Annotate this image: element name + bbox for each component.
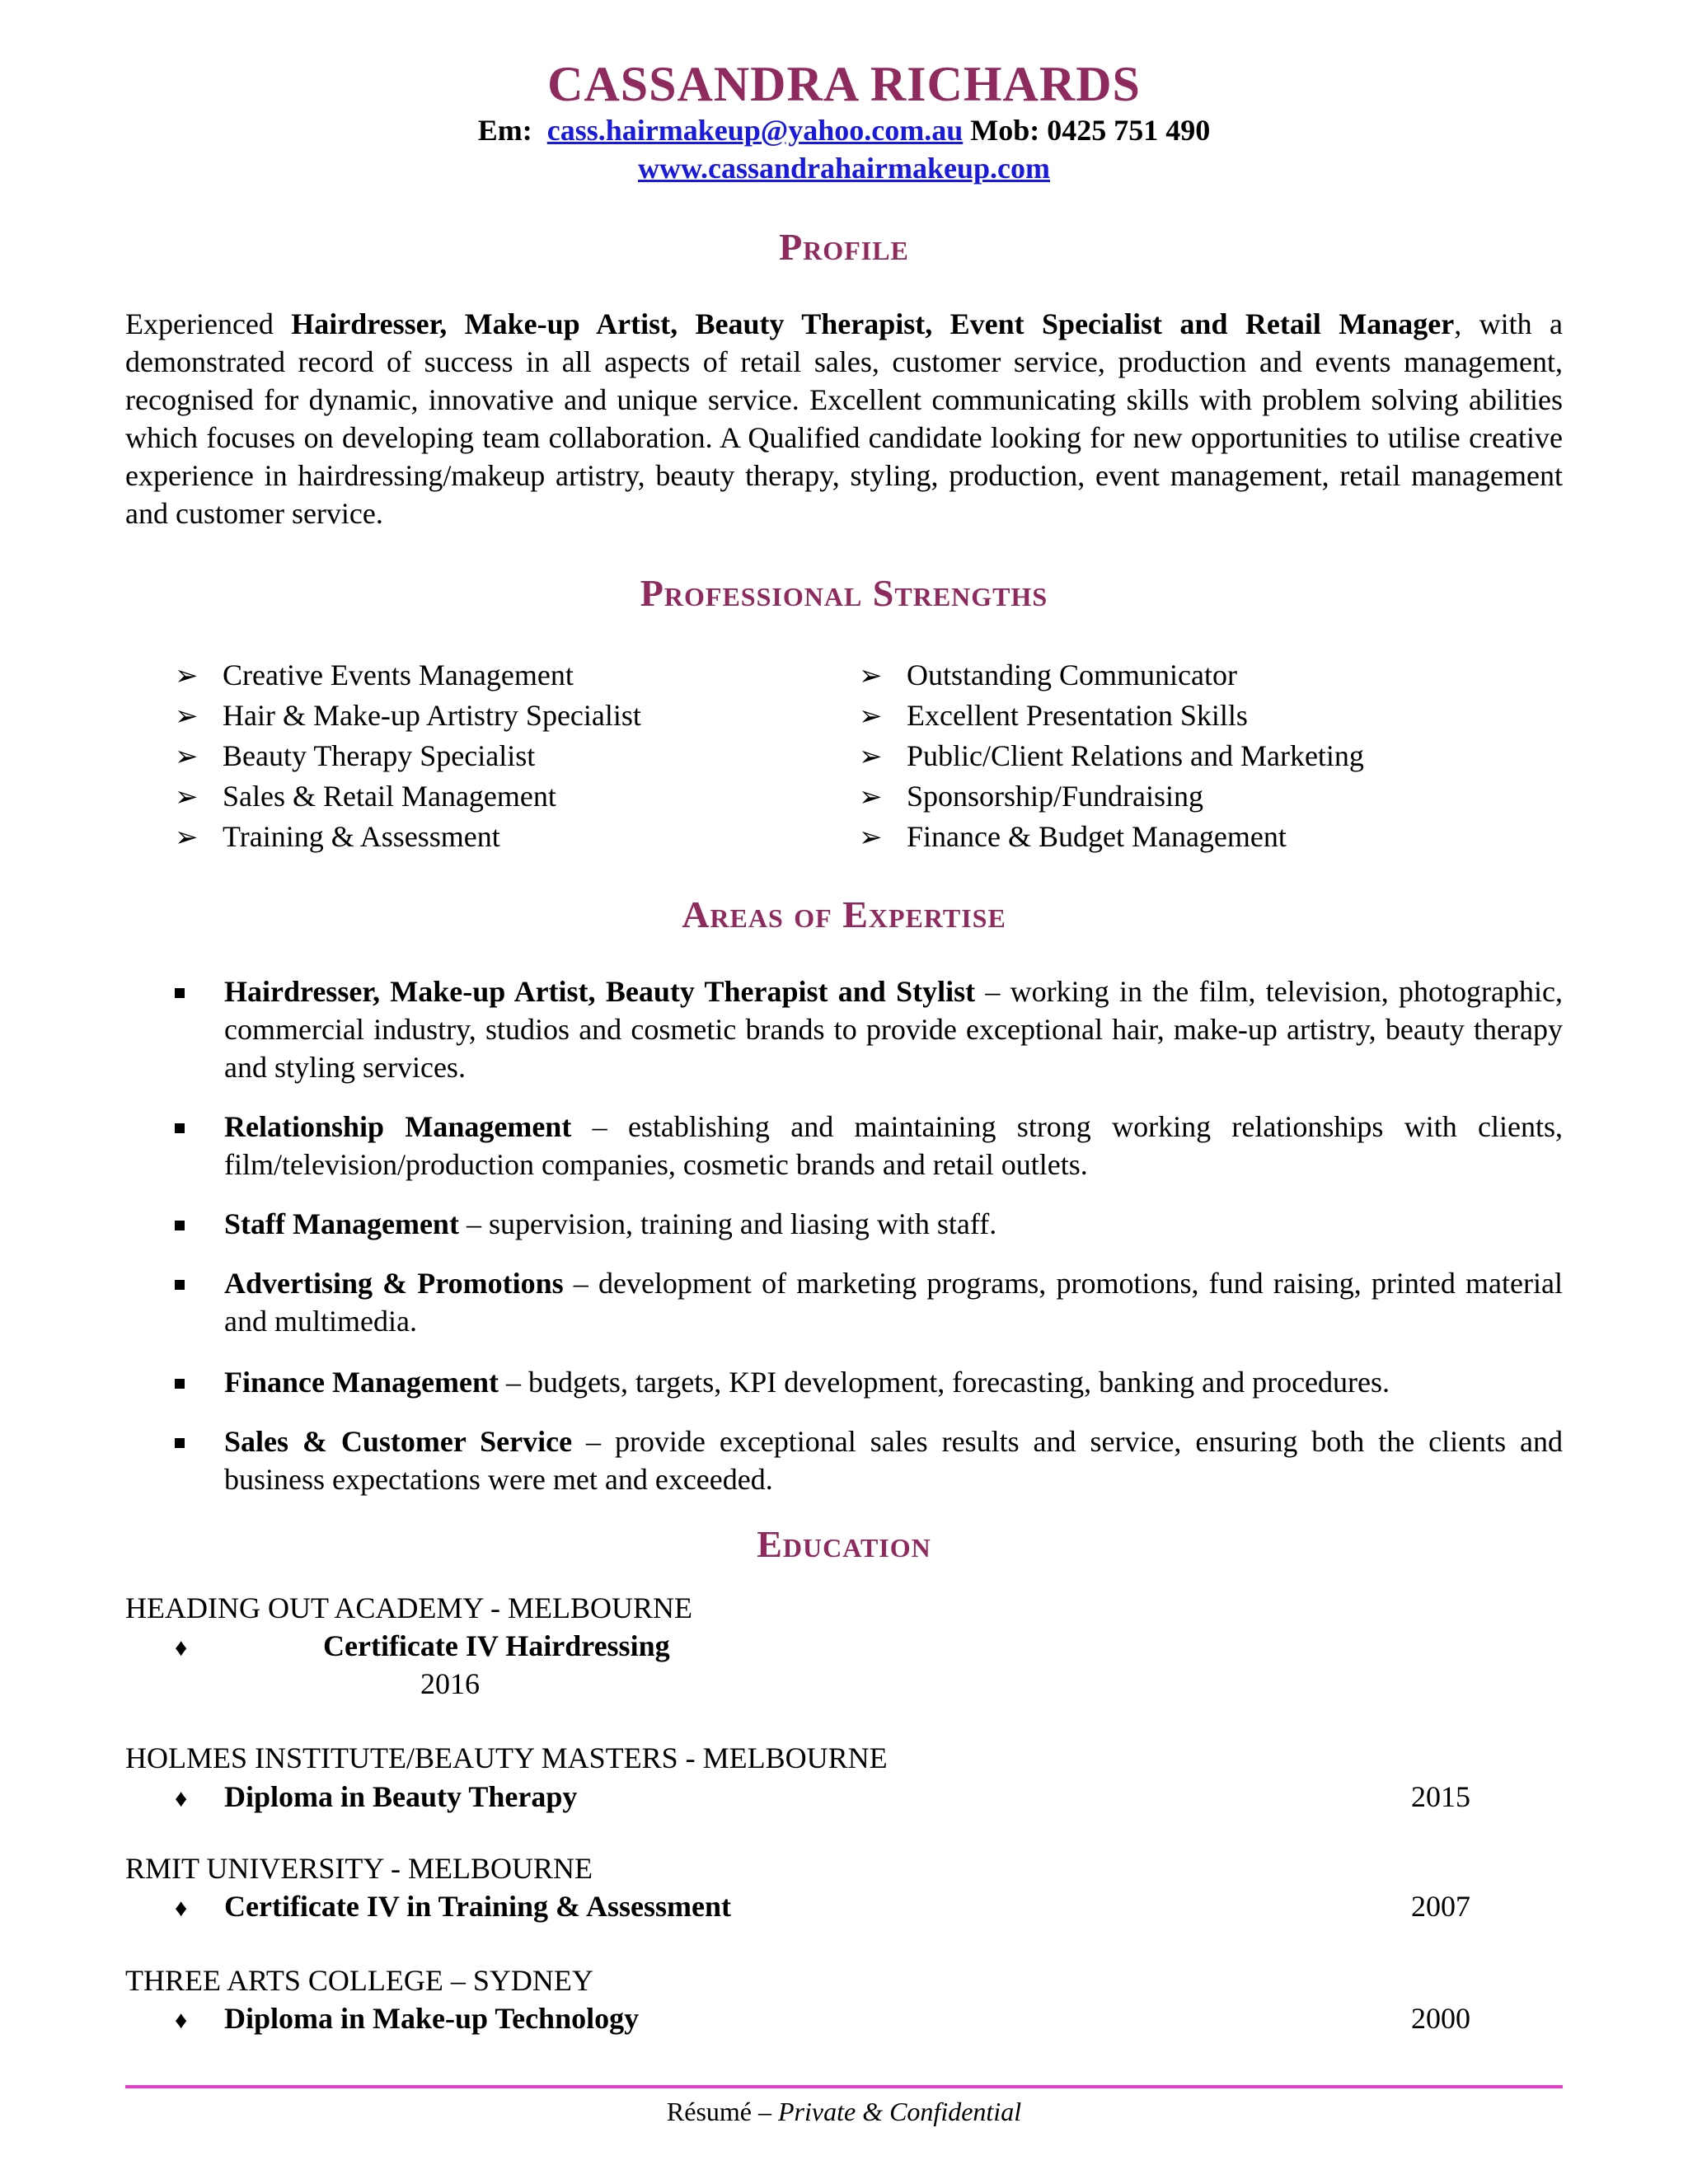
expertise-text: – provide exceptional sales results and service, ensuring both the clients and business expectations were met and exceeded. bbox=[224, 1425, 1563, 1496]
strength-item bbox=[175, 817, 641, 857]
diamond-bullet-icon: ♦ bbox=[175, 1634, 188, 1661]
square-bullet-icon bbox=[175, 988, 185, 998]
strength-item bbox=[859, 817, 1364, 857]
arrow-bullet-icon: ➢ bbox=[859, 823, 883, 853]
arrow-bullet-icon: ➢ bbox=[175, 661, 199, 691]
square-bullet-icon bbox=[175, 1379, 185, 1389]
expertise-text: – supervision, training and liasing with staff. bbox=[458, 1207, 997, 1240]
expertise-title: Finance Management bbox=[224, 1366, 499, 1399]
candidate-name: CASSANDRA RICHARDS bbox=[547, 57, 1141, 111]
education-heading: Education bbox=[757, 1523, 931, 1565]
expertise-title: Hairdresser, Make-up Artist, Beauty Therapist and Stylist bbox=[224, 975, 976, 1008]
profile-body: , with a demonstrated record of success in all aspects of retail sales, customer service, production and events management, recognised for dynamic, innovative and unique service. Excellent communicating skills with problem solving abilities which focuses on developing team collaboration. A Qualified candidate looking for new opportunities to utilise creative experience in hairdressing/makeup artistry, beauty therapy, styling, production, event management, retail management and customer service. bbox=[125, 307, 1563, 530]
expertise-text: – working in the film, television, photographic, commercial industry, studios and cosmetic brands to provide exceptional hair, make-up artistry, beauty therapy and styling services. bbox=[224, 975, 1564, 1084]
strength-label: Beauty Therapy Specialist bbox=[223, 739, 536, 772]
expertise-item bbox=[175, 1422, 1563, 1498]
expertise-text: – budgets, targets, KPI development, forecasting, banking and procedures. bbox=[498, 1366, 1390, 1399]
expertise-heading: Areas of Expertise bbox=[682, 893, 1006, 935]
expertise-item bbox=[175, 972, 1563, 1086]
arrow-bullet-icon: ➢ bbox=[175, 782, 199, 813]
education-qualification bbox=[175, 1627, 670, 1667]
email-link[interactable]: cass.hairmakeup@yahoo.com.au bbox=[546, 114, 964, 147]
strengths-column-left bbox=[175, 655, 641, 857]
strength-item bbox=[175, 736, 641, 776]
strength-item bbox=[175, 655, 641, 696]
strength-label: Creative Events Management bbox=[223, 658, 574, 691]
education-institution: HEADING OUT ACADEMY - MELBOURNE bbox=[125, 1591, 692, 1624]
qualification-label: Diploma in Beauty Therapy bbox=[224, 1780, 578, 1813]
strength-label: Excellent Presentation Skills bbox=[907, 699, 1248, 732]
education-year: 2016 bbox=[420, 1667, 480, 1700]
expertise-text: – development of marketing programs, promotions, fund raising, printed material and multimedia. bbox=[224, 1267, 1563, 1338]
education-qualification bbox=[175, 1887, 731, 1928]
strength-label: Public/Client Relations and Marketing bbox=[907, 739, 1364, 772]
footer bbox=[125, 2093, 1563, 2130]
arrow-bullet-icon: ➢ bbox=[859, 782, 883, 813]
strength-item bbox=[175, 696, 641, 736]
arrow-bullet-icon: ➢ bbox=[175, 823, 199, 853]
mobile-number: Mob: 0425 751 490 bbox=[970, 114, 1211, 147]
square-bullet-icon bbox=[175, 1221, 185, 1230]
expertise-item bbox=[175, 1205, 1563, 1243]
qualification-label: Certificate IV in Training & Assessment bbox=[224, 1890, 731, 1923]
website-link[interactable]: www.cassandrahairmakeup.com bbox=[637, 152, 1051, 185]
education-qualification bbox=[175, 1778, 577, 1818]
qualification-label: Diploma in Make-up Technology bbox=[224, 2002, 640, 2035]
profile-intro: Experienced bbox=[125, 307, 292, 340]
education-year: 2015 bbox=[1411, 1780, 1470, 1813]
footer-prefix: Résumé – bbox=[666, 2097, 778, 2126]
diamond-bullet-icon: ♦ bbox=[175, 1895, 188, 1922]
strength-label: Training & Assessment bbox=[223, 820, 500, 853]
expertise-title: Advertising & Promotions bbox=[224, 1267, 564, 1300]
education-institution: THREE ARTS COLLEGE – SYDNEY bbox=[125, 1964, 593, 1997]
strength-label: Sales & Retail Management bbox=[223, 780, 556, 813]
strengths-list bbox=[175, 655, 1563, 861]
education-year: 2000 bbox=[1411, 2002, 1470, 2035]
expertise-text: – establishing and maintaining strong working relationships with clients, film/television/production companies, cosmetic brands and retail outlets. bbox=[224, 1110, 1563, 1181]
expertise-item bbox=[175, 1264, 1563, 1340]
square-bullet-icon bbox=[175, 1123, 185, 1133]
contact-line bbox=[125, 112, 1563, 148]
strengths-heading: Professional Strengths bbox=[640, 572, 1048, 614]
profile-paragraph bbox=[125, 305, 1563, 532]
expertise-title: Relationship Management bbox=[224, 1110, 572, 1143]
strength-label: Finance & Budget Management bbox=[907, 820, 1287, 853]
profile-heading: Profile bbox=[779, 226, 909, 268]
strength-item bbox=[859, 776, 1364, 817]
education-year: 2007 bbox=[1411, 1890, 1470, 1923]
square-bullet-icon bbox=[175, 1438, 185, 1448]
arrow-bullet-icon: ➢ bbox=[175, 701, 199, 732]
arrow-bullet-icon: ➢ bbox=[859, 742, 883, 772]
footer-confidential: Private & Confidential bbox=[778, 2097, 1022, 2126]
education-qualification bbox=[175, 1999, 639, 2040]
expertise-item bbox=[175, 1363, 1563, 1401]
strength-label: Hair & Make-up Artistry Specialist bbox=[223, 699, 641, 732]
education-institution: RMIT UNIVERSITY - MELBOURNE bbox=[125, 1852, 593, 1885]
expertise-title: Staff Management bbox=[224, 1207, 459, 1240]
square-bullet-icon bbox=[175, 1280, 185, 1290]
strength-label: Sponsorship/Fundraising bbox=[907, 780, 1204, 813]
email-label: Em: bbox=[477, 114, 532, 147]
strength-item bbox=[859, 655, 1364, 696]
expertise-title: Sales & Customer Service bbox=[224, 1425, 573, 1458]
website-line bbox=[125, 150, 1563, 186]
profile-roles: Hairdresser, Make-up Artist, Beauty Therapist, Event Specialist and Retail Manager bbox=[291, 307, 1455, 340]
expertise-item bbox=[175, 1108, 1563, 1183]
strengths-column-right bbox=[859, 655, 1364, 857]
strength-item bbox=[859, 736, 1364, 776]
education-institution: HOLMES INSTITUTE/BEAUTY MASTERS - MELBOURNE bbox=[125, 1741, 888, 1774]
arrow-bullet-icon: ➢ bbox=[859, 701, 883, 732]
arrow-bullet-icon: ➢ bbox=[859, 661, 883, 691]
footer-divider bbox=[125, 2085, 1563, 2088]
strength-item bbox=[859, 696, 1364, 736]
arrow-bullet-icon: ➢ bbox=[175, 742, 199, 772]
diamond-bullet-icon: ♦ bbox=[175, 1785, 188, 1812]
diamond-bullet-icon: ♦ bbox=[175, 2007, 188, 2034]
strength-item bbox=[175, 776, 641, 817]
strength-label: Outstanding Communicator bbox=[907, 658, 1237, 691]
qualification-label: Certificate IV Hairdressing bbox=[323, 1629, 670, 1662]
